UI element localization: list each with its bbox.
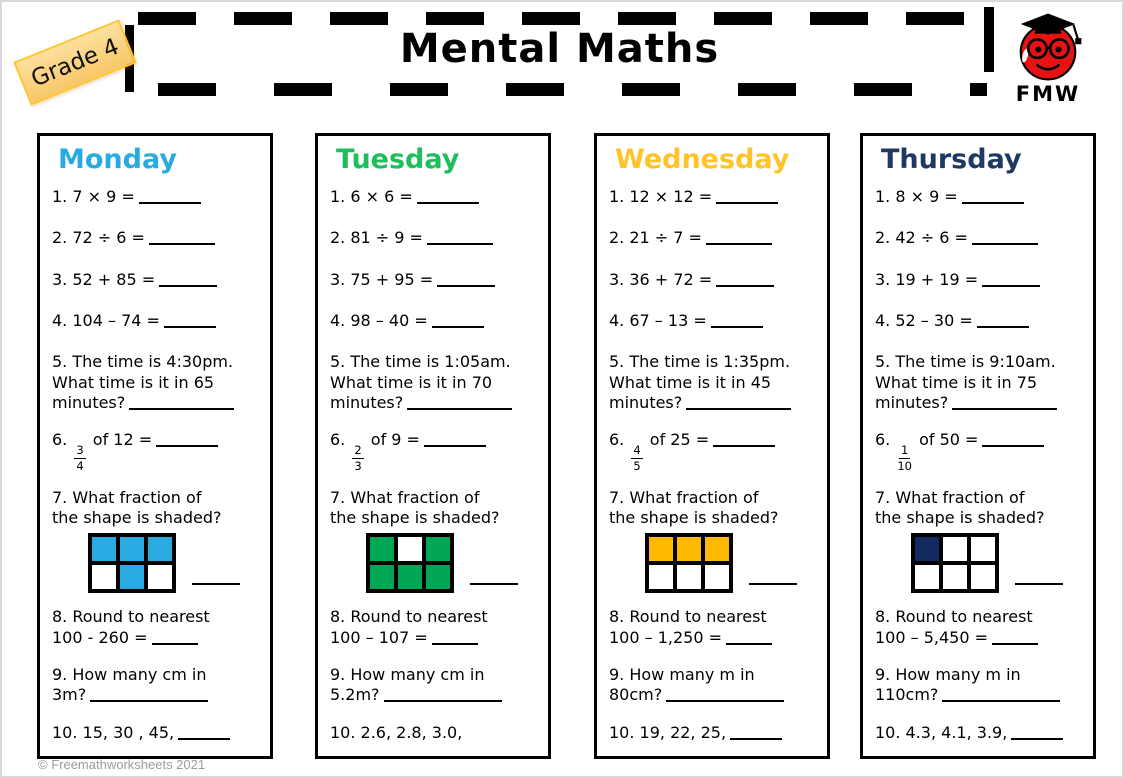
question-2: 2. 21 ÷ 7 = <box>609 228 815 248</box>
fraction: $\frac{1}{10}$ <box>897 443 912 474</box>
question-4: 4. 104 – 74 = <box>52 311 258 331</box>
shape-cell <box>971 537 995 561</box>
shape-cell <box>398 565 422 589</box>
question-3: 3. 19 + 19 = <box>875 270 1081 290</box>
question-5: 5. The time is 9:10am. What time is it in 75 minutes? <box>875 352 1056 412</box>
grade-tag <box>13 19 136 105</box>
question-7: 7. What fraction of the shape is shaded? <box>52 487 222 527</box>
question-1: 1. 8 × 9 = <box>875 187 1081 207</box>
answer-blank <box>977 315 1029 328</box>
shape-cell <box>677 537 701 561</box>
answer-blank <box>716 274 774 287</box>
question-7: 7. What fraction of the shape is shaded? <box>875 487 1045 527</box>
answer-blank <box>129 397 234 410</box>
shape-cell <box>148 565 172 589</box>
question-9: 9. How many m in 110cm? <box>875 665 1081 706</box>
shape-cell <box>915 565 939 589</box>
fraction: $\frac{2}{3}$ <box>354 443 362 474</box>
copyright-footer: © Freemathworksheets 2021 <box>38 757 206 772</box>
answer-blank <box>149 232 215 245</box>
answer-blank <box>432 632 478 645</box>
fraction: $\frac{4}{5}$ <box>633 443 641 474</box>
answer-blank <box>749 572 797 585</box>
answer-blank <box>470 572 518 585</box>
fraction-shape-row <box>911 533 1081 593</box>
answer-blank <box>942 689 1060 702</box>
question-4: 4. 98 – 40 = <box>330 311 536 331</box>
answer-blank <box>952 397 1057 410</box>
shape-cell <box>120 537 144 561</box>
fraction-shape <box>88 533 176 593</box>
question-10: 10. 2.6, 2.8, 3.0, <box>330 722 463 742</box>
shape-cell <box>915 537 939 561</box>
question-10: 10. 4.3, 4.1, 3.9, <box>875 723 1081 743</box>
dashed-border-bottom <box>138 83 987 96</box>
shape-cell <box>649 565 673 589</box>
answer-blank <box>437 274 495 287</box>
shape-cell <box>398 537 422 561</box>
shape-cell <box>677 565 701 589</box>
question-8: 8. Round to nearest 100 – 5,450 = <box>875 607 1081 648</box>
shape-cell <box>370 565 394 589</box>
shape-cell <box>649 537 673 561</box>
answer-blank <box>706 232 772 245</box>
answer-blank <box>384 689 502 702</box>
shape-cell <box>120 565 144 589</box>
answer-blank <box>726 632 772 645</box>
answer-blank <box>686 397 791 410</box>
question-4: 4. 67 – 13 = <box>609 311 815 331</box>
day-title: Wednesday <box>615 144 790 175</box>
question-4: 4. 52 – 30 = <box>875 311 1081 331</box>
answer-blank <box>159 274 217 287</box>
shape-cell <box>92 565 116 589</box>
shape-cell <box>971 565 995 589</box>
answer-blank <box>164 315 216 328</box>
question-7: 7. What fraction of the shape is shaded? <box>609 487 779 527</box>
question-2: 2. 72 ÷ 6 = <box>52 228 258 248</box>
apple-logo-icon <box>1008 10 1088 82</box>
day-column-monday <box>37 133 273 759</box>
question-9: 9. How many m in 80cm? <box>609 665 815 706</box>
question-9: 9. How many cm in 3m? <box>52 664 207 705</box>
shape-cell <box>370 537 394 561</box>
answer-blank <box>982 434 1044 447</box>
shape-cell <box>426 565 450 589</box>
fraction-shape-row <box>88 533 258 593</box>
question-9: 9. How many cm in 5.2m? <box>330 665 536 706</box>
question-5: 5. The time is 1:05am. What time is it in 70 minutes? <box>330 352 511 412</box>
question-10: 10. 15, 30 , 45, <box>52 723 258 743</box>
day-column-tuesday <box>315 133 551 759</box>
answer-blank <box>711 315 763 328</box>
fraction-shape-row <box>645 533 815 593</box>
answer-blank <box>716 191 778 204</box>
brand-label: FMW <box>1015 82 1081 106</box>
fraction-shape <box>645 533 733 593</box>
shape-cell <box>705 537 729 561</box>
answer-blank <box>417 191 479 204</box>
answer-blank <box>427 232 493 245</box>
answer-blank <box>1015 572 1063 585</box>
shape-cell <box>943 537 967 561</box>
fraction: $\frac{3}{4}$ <box>76 443 84 474</box>
answer-blank <box>666 689 784 702</box>
answer-blank <box>152 632 198 645</box>
answer-blank <box>424 434 486 447</box>
shape-cell <box>705 565 729 589</box>
question-1: 1. 12 × 12 = <box>609 187 815 207</box>
title-banner <box>132 12 987 96</box>
question-1: 1. 6 × 6 = <box>330 187 536 207</box>
answer-blank <box>992 632 1038 645</box>
question-6: 6. $\frac{4}{5}$ of 25 = <box>609 430 815 473</box>
answer-blank <box>962 191 1024 204</box>
day-column-thursday <box>860 133 1096 759</box>
answer-blank <box>90 689 208 702</box>
question-1: 1. 7 × 9 = <box>52 187 258 207</box>
answer-blank <box>972 232 1038 245</box>
answer-blank <box>1011 727 1063 740</box>
question-7: 7. What fraction of the shape is shaded? <box>330 487 500 527</box>
question-3: 3. 75 + 95 = <box>330 270 536 290</box>
question-10: 10. 19, 22, 25, <box>609 723 815 743</box>
shape-cell <box>426 537 450 561</box>
day-column-wednesday <box>594 133 830 759</box>
fraction-shape <box>911 533 999 593</box>
day-title: Tuesday <box>336 144 460 175</box>
answer-blank <box>156 434 218 447</box>
day-title: Monday <box>58 144 177 175</box>
answer-blank <box>730 727 782 740</box>
question-3: 3. 36 + 72 = <box>609 270 815 290</box>
answer-blank <box>713 434 775 447</box>
question-6: 6. $\frac{3}{4}$ of 12 = <box>52 430 258 473</box>
question-8: 8. Round to nearest 100 – 107 = <box>330 607 488 647</box>
fraction-shape <box>366 533 454 593</box>
day-title: Thursday <box>881 144 1022 175</box>
question-5: 5. The time is 4:30pm. What time is it in 65 minutes? <box>52 352 234 412</box>
question-8: 8. Round to nearest 100 - 260 = <box>52 607 210 647</box>
question-6: 6. $\frac{1}{10}$ of 50 = <box>875 430 1081 473</box>
fraction-shape-row <box>366 533 536 593</box>
answer-blank <box>139 191 201 204</box>
page-title: Mental Maths <box>399 26 720 72</box>
answer-blank <box>432 315 484 328</box>
brand-logo <box>1002 10 1094 106</box>
question-8: 8. Round to nearest 100 – 1,250 = <box>609 607 815 648</box>
dashed-border-top <box>138 12 987 25</box>
answer-blank <box>192 572 240 585</box>
question-3: 3. 52 + 85 = <box>52 270 258 290</box>
answer-blank <box>407 397 512 410</box>
question-6: 6. $\frac{2}{3}$ of 9 = <box>330 430 536 473</box>
answer-blank <box>982 274 1040 287</box>
question-5: 5. The time is 1:35pm. What time is it in 45 minutes? <box>609 352 791 412</box>
answer-blank <box>178 727 230 740</box>
grade-tag-label: Grade 4 <box>27 33 123 92</box>
question-2: 2. 42 ÷ 6 = <box>875 228 1081 248</box>
shape-cell <box>943 565 967 589</box>
shape-cell <box>148 537 172 561</box>
shape-cell <box>92 537 116 561</box>
question-2: 2. 81 ÷ 9 = <box>330 228 536 248</box>
